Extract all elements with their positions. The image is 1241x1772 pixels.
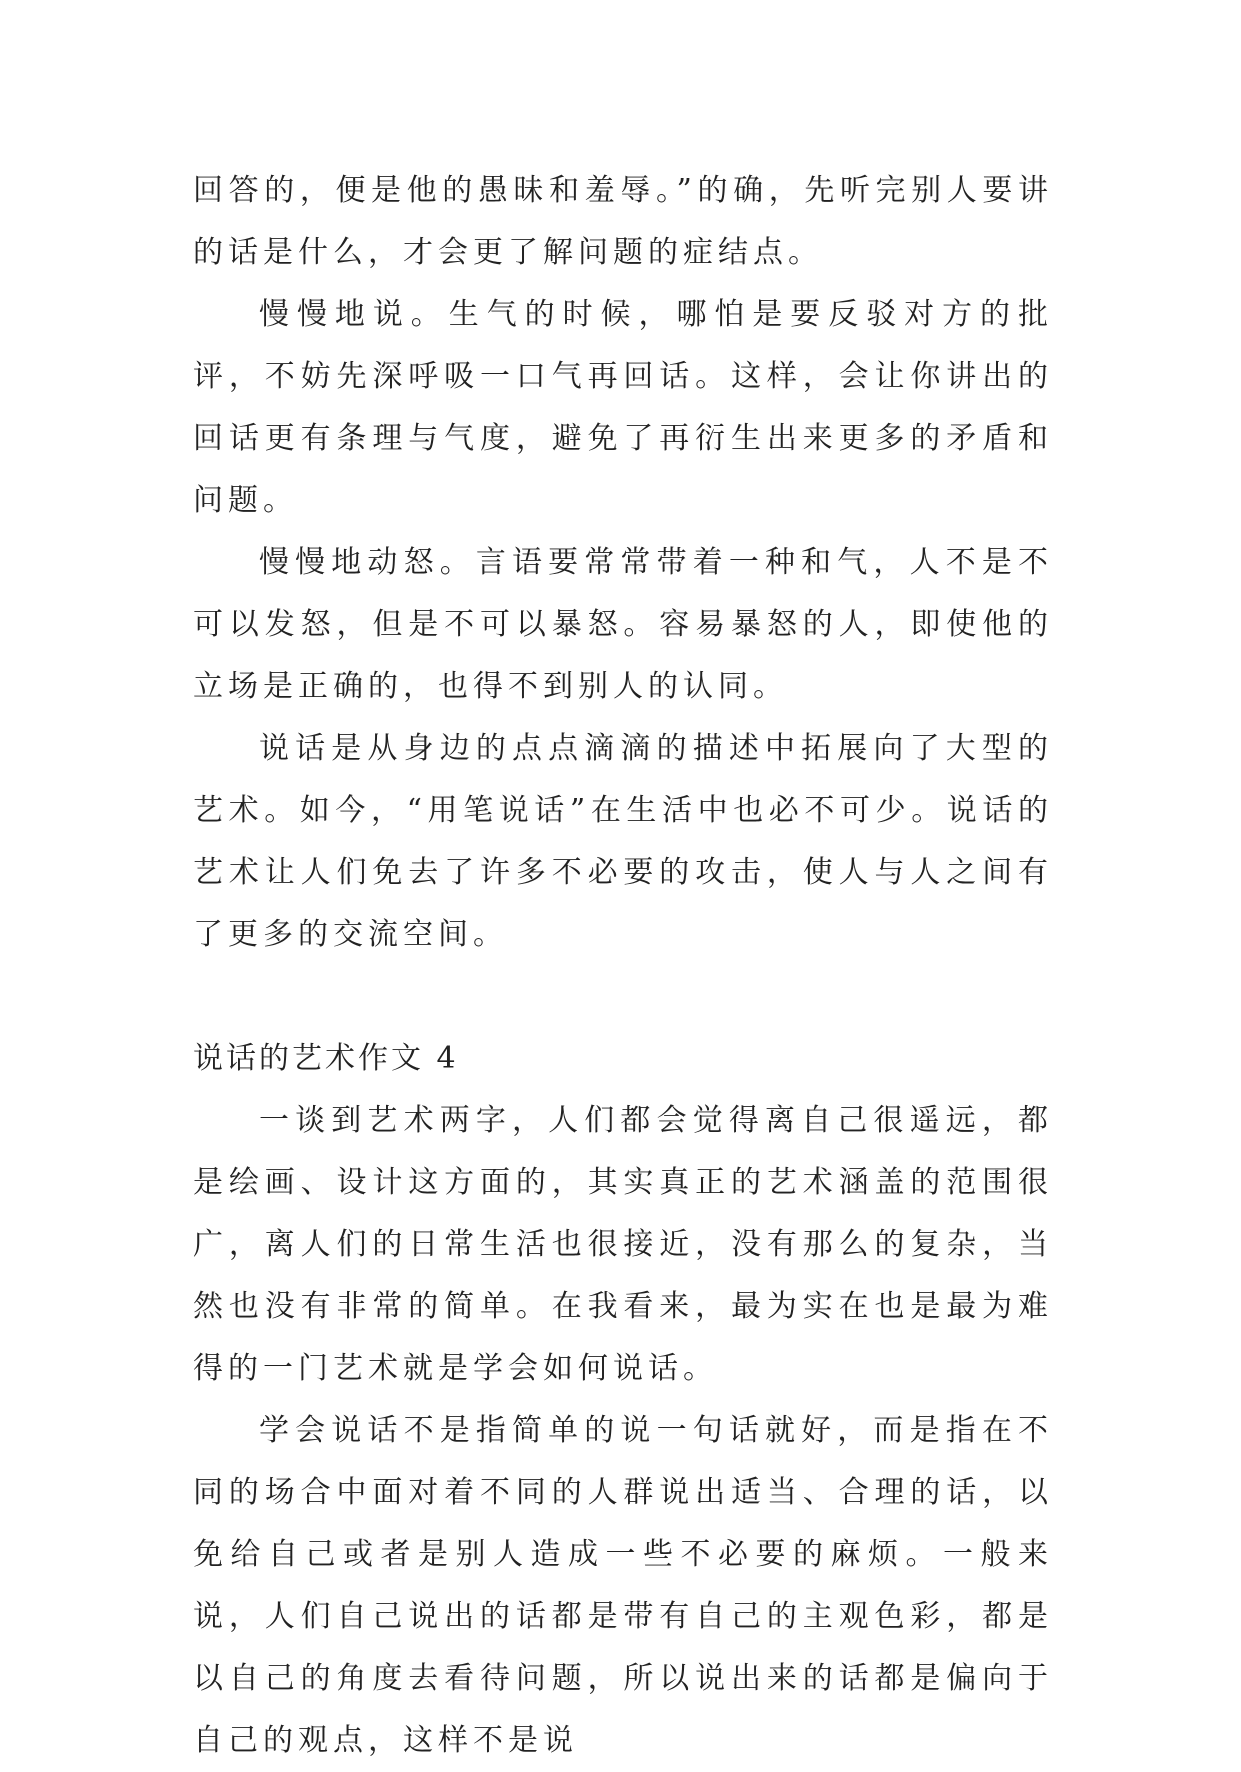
paragraph-art-intro: 一谈到艺术两字，人们都会觉得离自己很遥远，都是绘画、设计这方面的，其实真正的艺术涵盖的范围很广，离人们的日常生活也很接近，没有那么的复杂，当然也没有非常的简单。在我看来，最为实在也是最为难得的一门艺术就是学会如何说话。 (193, 1103, 1053, 1386)
paragraph-continued: 回答的，便是他的愚昧和羞辱。”的确，先听完别人要讲的话是什么，才会更了解问题的症结点。 (193, 173, 1053, 270)
paragraph-learn-speaking: 学会说话不是指简单的说一句话就好，而是指在不同的场合中面对着不同的人群说出适当、合理的话，以免给自己或者是别人造成一些不必要的麻烦。一般来说，人们自己说出的话都是带有自己的主观色彩，都是以自己的角度去看待问题，所以说出来的话都是偏向于自己的观点，这样不是说 (193, 1413, 1053, 1758)
paragraph-speak-slowly: 慢慢地说。生气的时候，哪怕是要反驳对方的批评，不妨先深呼吸一口气再回话。这样，会让你讲出的回话更有条理与气度，避免了再衍生出来更多的矛盾和问题。 (193, 297, 1053, 518)
paragraph-conclusion: 说话是从身边的点点滴滴的描述中拓展向了大型的艺术。如今，“用笔说话”在生活中也必不可少。说话的艺术让人们免去了许多不必要的攻击，使人与人之间有了更多的交流空间。 (193, 731, 1053, 952)
document-page (193, 160, 1053, 1772)
paragraph-anger-slowly: 慢慢地动怒。言语要常常带着一种和气，人不是不可以发怒，但是不可以暴怒。容易暴怒的人，即使他的立场是正确的，也得不到别人的认同。 (193, 545, 1053, 704)
section-title: 说话的艺术作文 4 (193, 1041, 459, 1076)
